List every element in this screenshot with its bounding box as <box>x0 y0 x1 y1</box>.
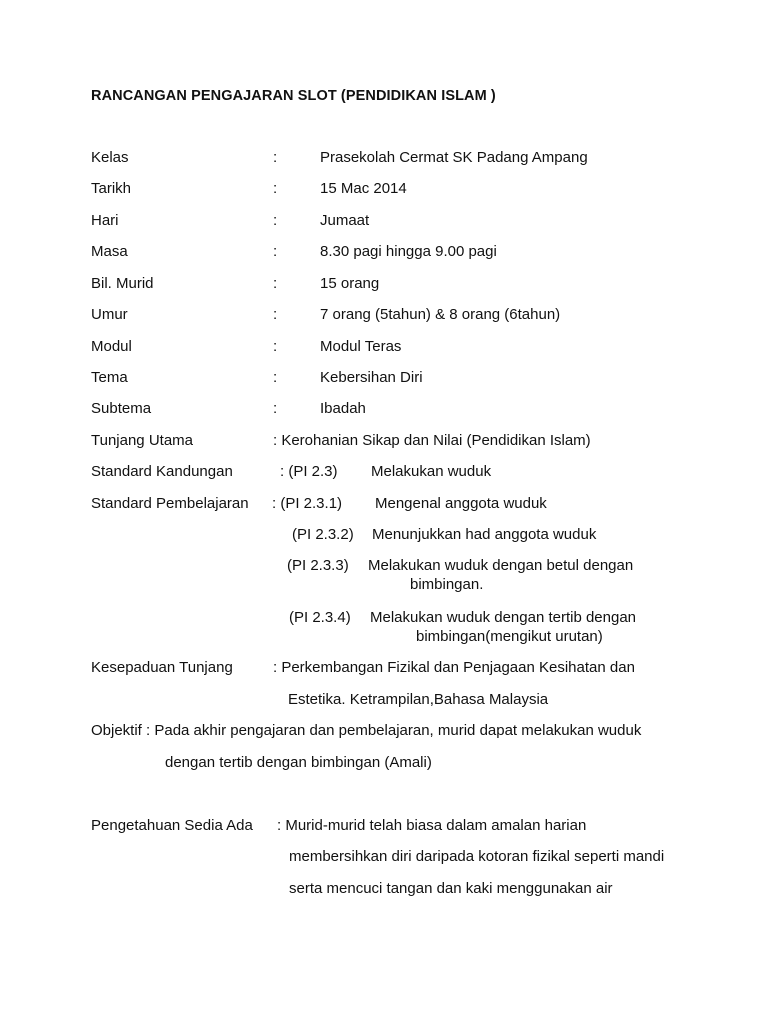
objektif-line1: Objektif : Pada akhir pengajaran dan pembelajaran, murid dapat melakukan wuduk <box>91 722 642 739</box>
sp-code: (PI 2.3.2) <box>292 526 354 543</box>
field-value: 15 Mac 2014 <box>320 180 407 197</box>
kesepaduan-tunjang-label: Kesepaduan Tunjang <box>91 659 233 676</box>
field-value: Modul Teras <box>320 338 402 355</box>
standard-pembelajaran-label: Standard Pembelajaran <box>91 495 249 512</box>
kesepaduan-tunjang-line2: Estetika. Ketrampilan,Bahasa Malaysia <box>288 691 549 708</box>
sp-text: Menunjukkan had anggota wuduk <box>372 526 597 543</box>
standard-kandungan-code: : (PI 2.3) <box>280 463 338 480</box>
sp-code: : (PI 2.3.1) <box>272 495 343 512</box>
tunjang-utama-label: Tunjang Utama <box>91 432 193 449</box>
field-value: Kebersihan Diri <box>320 369 423 386</box>
field-colon: : <box>273 369 278 386</box>
field-value: 15 orang <box>320 275 380 292</box>
sp-text-cont: bimbingan(mengikut urutan) <box>416 628 603 645</box>
field-label: Subtema <box>91 400 152 417</box>
standard-kandungan-label: Standard Kandungan <box>91 463 233 480</box>
sp-code: (PI 2.3.4) <box>289 609 351 626</box>
field-label: Umur <box>91 306 128 323</box>
objektif-line2: dengan tertib dengan bimbingan (Amali) <box>165 754 432 771</box>
field-colon: : <box>273 149 278 166</box>
pengetahuan-label: Pengetahuan Sedia Ada <box>91 817 253 834</box>
standard-kandungan-text: Melakukan wuduk <box>371 463 492 480</box>
field-colon: : <box>273 306 278 323</box>
field-colon: : <box>273 338 278 355</box>
field-label: Masa <box>91 243 128 260</box>
field-value: Prasekolah Cermat SK Padang Ampang <box>320 149 588 166</box>
pengetahuan-line1: : Murid-murid telah biasa dalam amalan harian <box>277 817 587 834</box>
pengetahuan-line2: membersihkan diri daripada kotoran fizikal seperti mandi <box>289 848 665 865</box>
field-value: 8.30 pagi hingga 9.00 pagi <box>320 243 497 260</box>
sp-text: Melakukan wuduk dengan betul dengan <box>368 557 634 574</box>
sp-text-cont: bimbingan. <box>410 576 484 593</box>
field-label: Modul <box>91 338 132 355</box>
field-value: 7 orang (5tahun) & 8 orang (6tahun) <box>320 306 561 323</box>
field-value: Ibadah <box>320 400 366 417</box>
page-title: RANCANGAN PENGAJARAN SLOT (PENDIDIKAN ISLAM ) <box>91 88 496 104</box>
sp-code: (PI 2.3.3) <box>287 557 349 574</box>
kesepaduan-tunjang-line1: : Perkembangan Fizikal dan Penjagaan Kesihatan dan <box>273 659 635 676</box>
field-label: Hari <box>91 212 119 229</box>
field-value: Jumaat <box>320 212 370 229</box>
field-colon: : <box>273 180 278 197</box>
field-colon: : <box>273 243 278 260</box>
sp-text: Melakukan wuduk dengan tertib dengan <box>370 609 637 626</box>
pengetahuan-line3: serta mencuci tangan dan kaki menggunakan air <box>289 880 613 897</box>
sp-text: Mengenal anggota wuduk <box>375 495 547 512</box>
field-label: Tarikh <box>91 180 132 197</box>
field-label: Bil. Murid <box>91 275 154 292</box>
field-colon: : <box>273 275 278 292</box>
tunjang-utama-value: : Kerohanian Sikap dan Nilai (Pendidikan Islam) <box>273 432 591 449</box>
field-label: Tema <box>91 369 128 386</box>
field-label: Kelas <box>91 149 129 166</box>
field-colon: : <box>273 212 278 229</box>
field-colon: : <box>273 400 278 417</box>
